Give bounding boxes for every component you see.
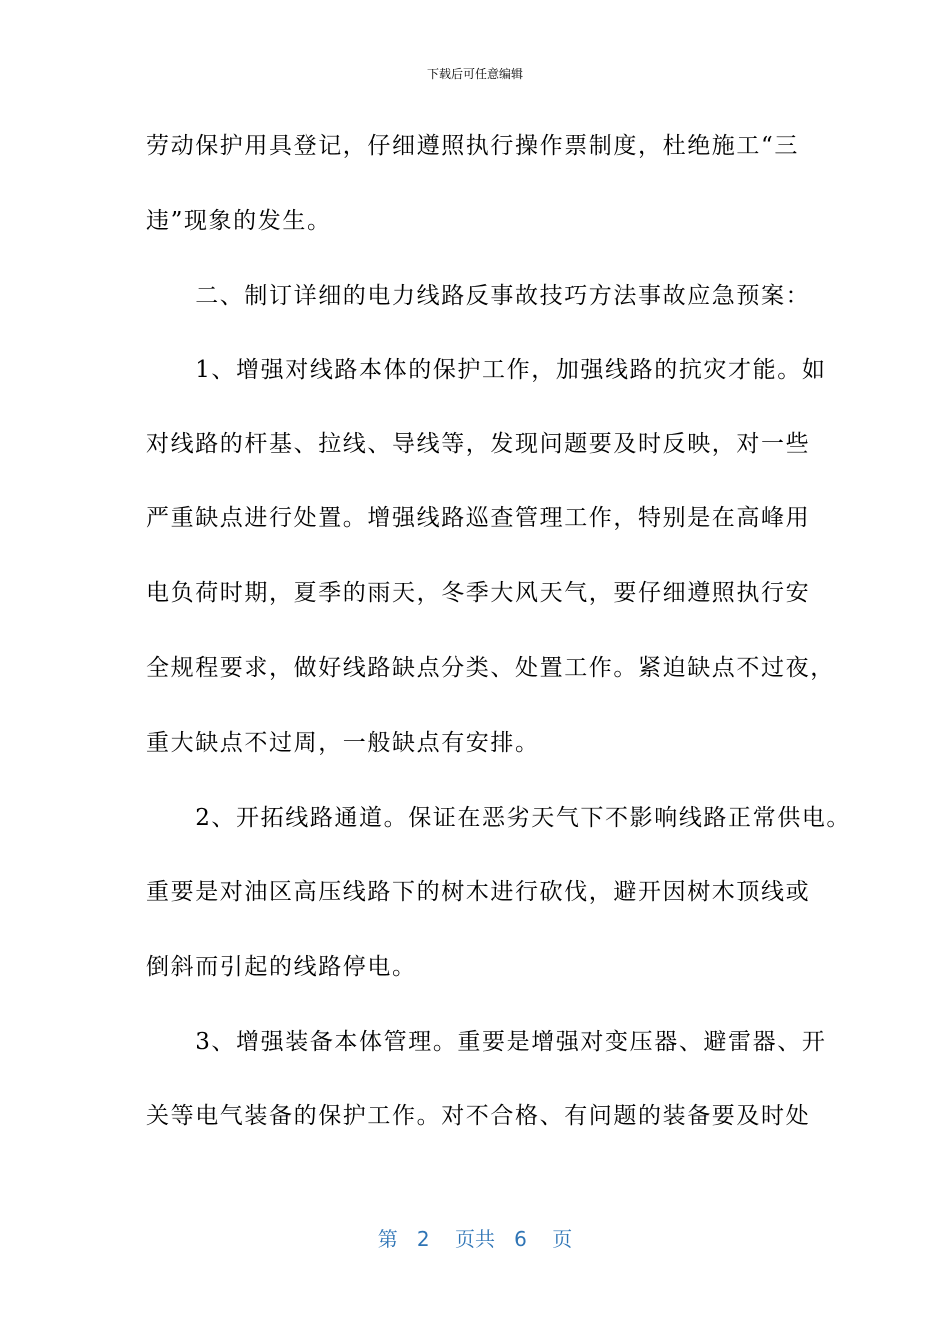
body-line-8: 全规程要求，做好线路缺点分类、处置工作。紧迫缺点不过夜， — [146, 655, 835, 681]
body-line-5: 对线路的杆基、拉线、导线等，发现问题要及时反映，对一些 — [146, 431, 811, 457]
body-line-13: 3、增强装备本体管理。重要是增强对变压器、避雷器、开 — [146, 1029, 827, 1055]
body-line-9: 重大缺点不过周，一般缺点有安排。 — [146, 730, 540, 756]
footer-suffix: 页 — [552, 1227, 573, 1251]
footer-page-number: 2 — [416, 1227, 430, 1251]
body-line-11: 重要是对油区高压线路下的树木进行砍伐，避开因树木顶线或 — [146, 879, 811, 905]
body-line-2: 违”现象的发生。 — [146, 208, 332, 234]
body-line-1: 劳动保护用具登记，仔细遵照执行操作票制度，杜绝施工“三 — [146, 133, 799, 159]
body-line-3: 二、制订详细的电力线路反事故技巧方法事故应急预案： — [146, 283, 811, 309]
body-line-6: 严重缺点进行处置。增强线路巡查管理工作，特别是在高峰用 — [146, 505, 811, 531]
footer-prefix: 第 — [377, 1227, 398, 1251]
body-line-10: 2、开拓线路通道。保证在恶劣天气下不影响线路正常供电。 — [146, 805, 852, 831]
page-header: 下载后可任意编辑 — [426, 67, 523, 81]
body-line-14: 关等电气装备的保护工作。对不合格、有问题的装备要及时处 — [146, 1103, 811, 1129]
footer-total-pages: 6 — [514, 1227, 527, 1251]
footer-middle: 页共 — [455, 1227, 495, 1251]
body-line-12: 倒斜而引起的线路停电。 — [146, 954, 417, 980]
body-line-4: 1、增强对线路本体的保护工作，加强线路的抗灾才能。如 — [146, 357, 827, 383]
page-footer — [0, 1226, 950, 1252]
body-line-7: 电负荷时期，夏季的雨天，冬季大风天气，要仔细遵照执行安 — [146, 580, 811, 606]
